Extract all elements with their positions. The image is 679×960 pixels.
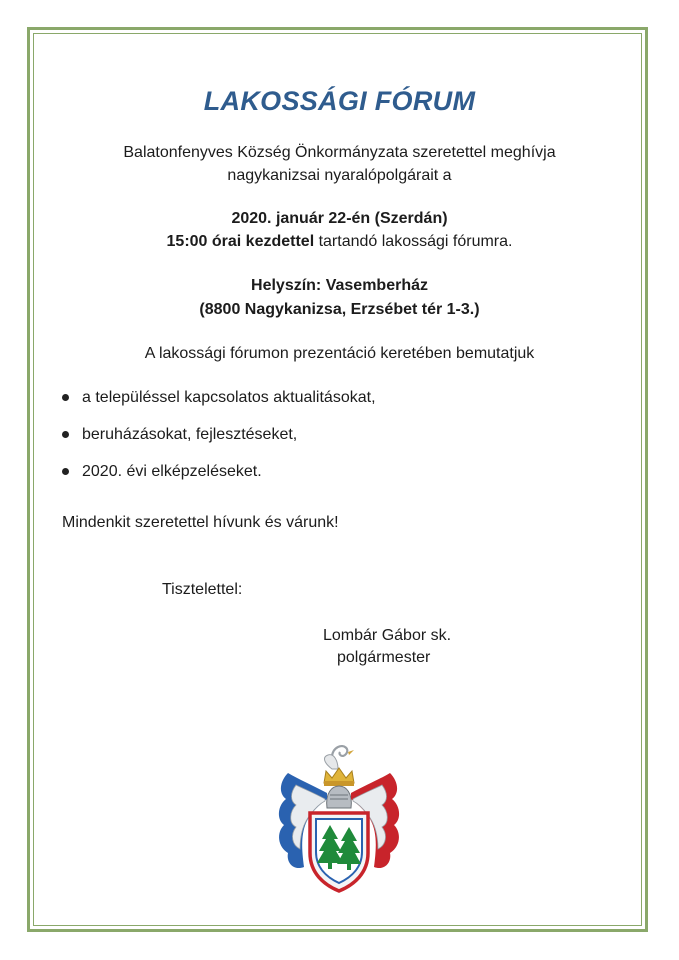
venue-name: Helyszín: Vasemberház: [251, 277, 428, 294]
event-date: 2020. január 22-én (Szerdán): [231, 210, 448, 227]
event-time-line: [0, 232, 679, 252]
page-title: LAKOSSÁGI FÓRUM: [203, 86, 476, 116]
helmet-icon: [327, 786, 352, 808]
event-time: 15:00 órai kezdettel: [166, 233, 315, 250]
list-item-text: beruházásokat, fejlesztéseket,: [82, 426, 298, 443]
intro-line-2: nagykanizsai nyaralópolgárait a: [227, 167, 452, 184]
bullet-icon: [62, 468, 69, 475]
list-item: [62, 388, 376, 425]
presentation-intro: A lakossági fórumon prezentáció keretében bemutatjuk: [144, 345, 535, 362]
regards-text: Tisztelettel:: [162, 581, 243, 598]
list-item-text: a településsel kapcsolatos aktualitásokat,: [82, 389, 376, 406]
list-item: [62, 425, 376, 462]
intro-line-1: Balatonfenyves Község Önkormányzata szeretettel meghívja: [123, 144, 556, 161]
swan-icon: [325, 746, 354, 769]
event-time-rest: tartandó lakossági fórumra.: [314, 233, 513, 250]
signature-role: polgármester: [337, 649, 431, 666]
venue-address: (8800 Nagykanizsa, Erzsébet tér 1-3.): [199, 301, 480, 318]
bullet-icon: [62, 431, 69, 438]
list-item: [62, 462, 376, 499]
signature-name: Lombár Gábor sk.: [323, 627, 452, 644]
crown-icon: [324, 768, 354, 786]
coat-of-arms-icon: [272, 733, 406, 895]
topic-list: [62, 388, 376, 499]
list-item-text: 2020. évi elképzeléseket.: [82, 463, 262, 480]
closing-text: Mindenkit szeretettel hívunk és várunk!: [62, 514, 339, 531]
shield-icon: [310, 813, 368, 891]
bullet-icon: [62, 394, 69, 401]
